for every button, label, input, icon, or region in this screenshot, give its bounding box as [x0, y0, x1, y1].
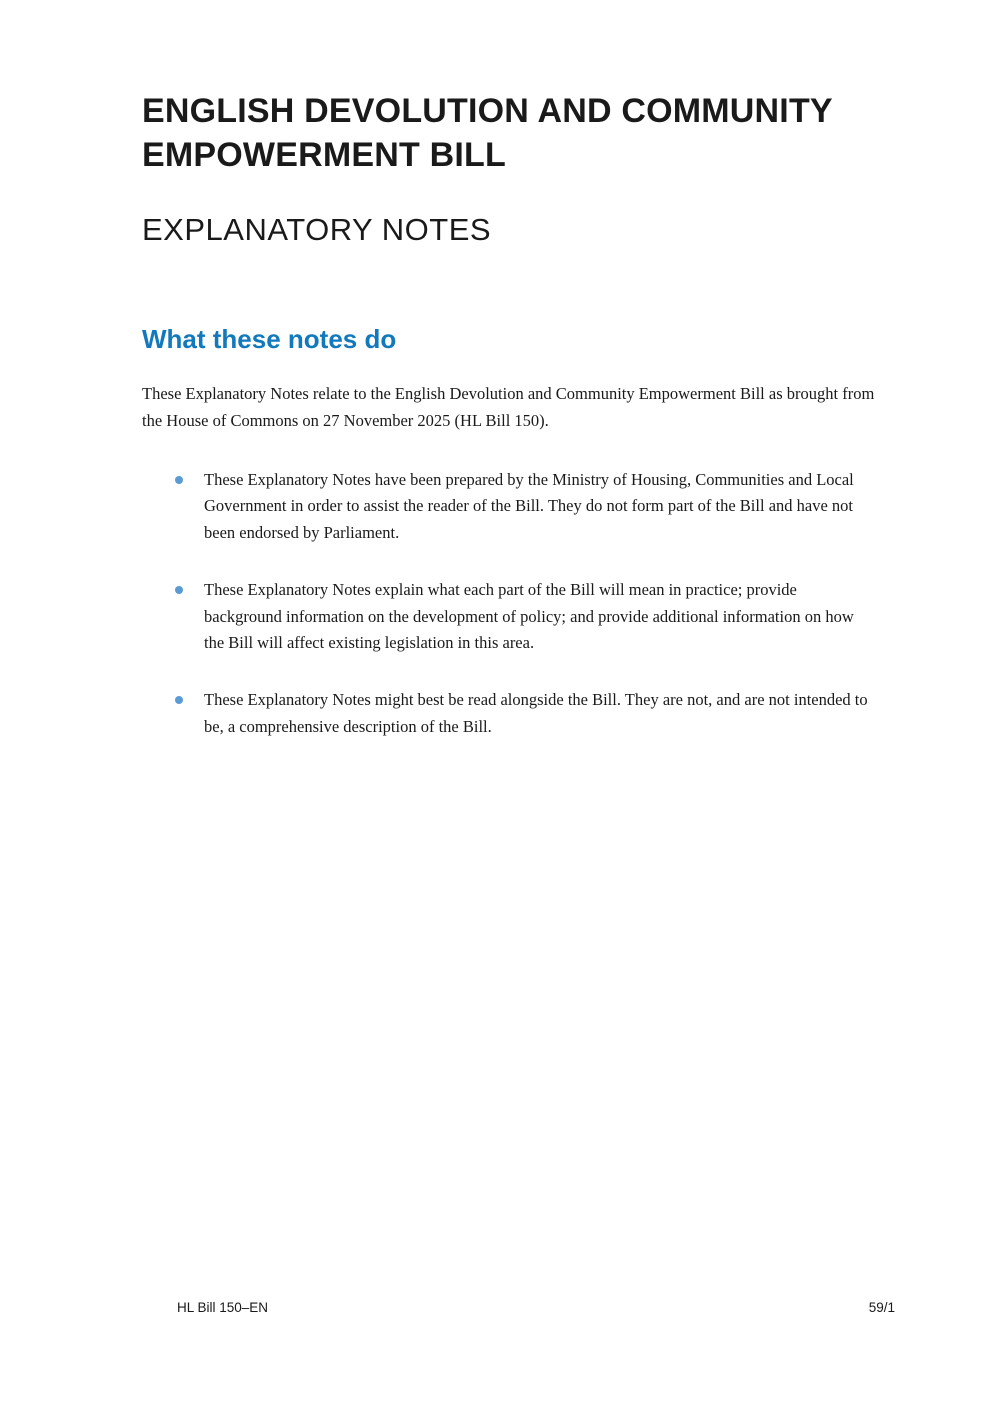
bullet-icon — [175, 696, 183, 704]
footer-bill-number: HL Bill 150–EN — [177, 1300, 269, 1315]
list-item — [175, 467, 872, 547]
bullet-text: These Explanatory Notes explain what each part of the Bill will mean in practice; provide background information on the development of policy; and provide additional information on how the Bill will affect existing legislation in this area. — [204, 579, 854, 653]
bullet-icon — [175, 476, 183, 484]
bullet-list — [142, 467, 872, 741]
bullet-text: These Explanatory Notes have been prepared by the Ministry of Housing, Communities and Local Government in order to assist the reader of the Bill. They do not form part of the Bill and have not been endorsed by Parliament. — [204, 469, 854, 543]
bullet-icon — [175, 586, 183, 594]
document-title: ENGLISH DEVOLUTION AND COMMUNITY EMPOWERMENT BILL — [142, 92, 833, 174]
page-footer — [177, 1300, 895, 1315]
list-item — [175, 577, 872, 657]
section-heading: What these notes do — [142, 324, 397, 355]
document-content — [142, 90, 895, 770]
intro-paragraph: These Explanatory Notes relate to the English Devolution and Community Empowerment Bill as brought from the House of Commons on 27 November 2025 (HL Bill 150). — [142, 384, 875, 430]
list-item — [175, 687, 872, 740]
footer-page-number: 59/1 — [868, 1300, 895, 1315]
bullet-text: These Explanatory Notes might best be read alongside the Bill. They are not, and are not intended to be, a comprehensive description of the Bill. — [204, 689, 868, 736]
document-subtitle: EXPLANATORY NOTES — [142, 212, 492, 248]
